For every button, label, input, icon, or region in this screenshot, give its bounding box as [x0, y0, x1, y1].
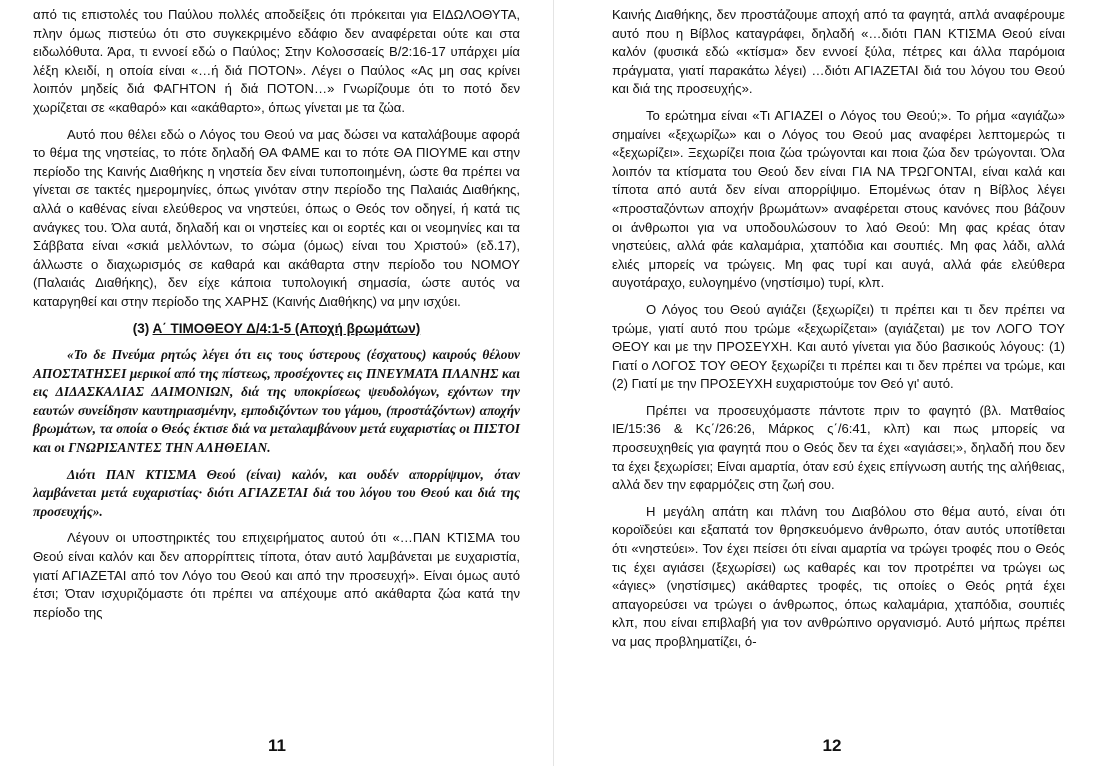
- left-paragraph-3: Λέγουν οι υποστηρικτές του επιχειρήματος αυτού ότι «…ΠΑΝ ΚΤΙΣΜΑ του Θεού είναι καλόν και δεν απορρίπτεις τίποτα, όταν αυτό λαμβάνεται με ευχαριστία, γιατί ΑΓΙΑΖΕΤΑΙ από τον Λόγο του Θεού και από την προσευχή». Είναι όμως αυτό έτσι; Όταν ισχυριζόμαστε ότι πρέπει να απέχουμε από ακάθαρτα ζώα κατά την περίοδο της: [33, 530, 520, 620]
- section-heading: [33, 320, 520, 339]
- section-number: (3): [132, 320, 150, 336]
- page-number-left: 11: [268, 736, 286, 756]
- right-page: [555, 0, 1109, 766]
- right-paragraph-2: Το ερώτημα είναι «Τι ΑΓΙΑΖΕΙ ο Λόγος του Θεού;». Το ρήμα «αγιάζω» σημαίνει «ξεχωρίζω» και ο Λόγος του Θεού μας αναφέρει λεπτομερώς τι «ξεχωρίζει». Ξεχωρίζει ποια ζώα τρώγονται και ποια ζώα δεν τρώγονται. Όλα λοιπόν τα κτίσματα του Θεού δεν είναι ΓΙΑ ΝΑ ΤΡΩΓΟΝΤΑΙ, είναι καλά και τίποτα από αυτά δεν είναι απορρίψιμο. Επομένως όταν η Βίβλος λέγει «προσταζόντων αποχήν βρωμάτων» αναφέρεται στους κανόνες που βάζουν οι άνθρωποι για να υποδουλώσουν το λαό Θεού: Μη φας κρέας όταν νηστεύεις, αλλά φάε καλαμάρια, χταπόδια και σουπιές. Μη φας λάδι, αλλά ελιές μπορείς να τρώγεις. Μη φας τυρί και αυγά, αλλά φάε ελεύθερα αυγοτάραχο, ευλογημένο (νηστίσιμο) τυρί, κλπ.: [612, 107, 1065, 291]
- left-page: [0, 0, 554, 766]
- scripture-quote-1: «Το δε Πνεύμα ρητώς λέγει ότι εις τους ύστερους (έσχατους) καιρούς θέλουν ΑΠΟΣΤΑΤΗΣΕΙ μερικοί από της πίστεως, προσέχοντες εις ΠΝΕΥΜΑΤΑ ΠΛΑΝΗΣ και εις ΔΙΔΑΣΚΑΛΙΑΣ ΔΑΙΜΟΝΙΩΝ, διά της υποκρίσεως ψευδολόγων, εχόντων την εαυτών συνείδησιν καυτηριασμένην, εμποδιζόντων του γάμου, (προστάζόντων) αποχήν βρωμάτων, τα οποία ο Θεός έκτισε διά να μεταλαμβάνουν μετά ευχαριστίας οι ΠΙΣΤΟΙ και οι ΓΝΩΡΙΣΑΝΤΕΣ ΤΗΝ ΑΛΗΘΕΙΑΝ.: [33, 347, 520, 456]
- page-gutter: [553, 0, 554, 766]
- right-paragraph-3: Ο Λόγος του Θεού αγιάζει (ξεχωρίζει) τι πρέπει και τι δεν πρέπει να τρώμε, γιατί αυτό που τρώμε «ξεχωρίζεται» (αγιάζεται) με τον ΛΟΓΟ ΤΟΥ ΘΕΟΥ και με την ΠΡΟΣΕΥΧΗ. Και αυτό γίνεται για δύο βασικούς λόγους: (1) Γιατί ο ΛΟΓΟΣ ΤΟΥ ΘΕΟΥ ξεχωρίζει τι πρέπει και τι δεν πρέπει να τρώμε, και (2) Γιατί με την ΠΡΟΣΕΥΧΗ ευχαριστούμε τον Θεό γι' αυτό.: [612, 301, 1065, 392]
- right-paragraph-5: Η μεγάλη απάτη και πλάνη του Διαβόλου στο θέμα αυτό, είναι ότι κοροϊδεύει και εξαπατά τον θρησκευόμενο άνθρωπο, όταν αυτός υποτίθεται ότι «νηστεύει». Τον έχει πείσει ότι είναι αμαρτία να τρώγει τροφές που ο Θεός τις έχει αγιάσει (ξεχωρίσει) ως καθαρές και τον προτρέπει να τρώγει ως «άγιες» (νηστίσιμες) ακάθαρτες τροφές, τις οποίες ο Θεός ρητά έχει απαγορεύσει να τρώγει ο άνθρωπος, όπως καλαμάρια, χταπόδια, σουπιές κλπ, που είναι επιβλαβή για τον ανθρώπινο οργανισμό. Αυτό μήπως πρέπει να μας προβληματίζει, ό-: [612, 503, 1065, 649]
- right-paragraph-1: Καινής Διαθήκης, δεν προστάζουμε αποχή από τα φαγητά, απλά αναφέρουμε αυτό που η Βίβλος καταγράφει, δηλαδή «…διότι ΠΑΝ ΚΤΙΣΜΑ Θεού είναι καλόν (φυσικά εδώ «κτίσμα» δεν εννοεί ξύλα, πέτρες και άλλα παρόμοια πράγματα, γιατί παρακάτω λέγει) …διότι ΑΓΙΑΖΕΤΑΙ διά του λόγου του Θεού και διά της προσευχής».: [612, 7, 1065, 97]
- page-number-right: 12: [822, 736, 842, 756]
- left-paragraph-2: Αυτό που θέλει εδώ ο Λόγος του Θεού να μας δώσει να καταλάβουμε αφορά το θέμα της νηστείας, το πότε δηλαδή ΘΑ ΦΑΜΕ και το πότε ΘΑ ΠΙΟΥΜΕ και στην περίοδο της Καινής Διαθήκης η νηστεία δεν είναι τυποποιημένη, ώστε θα πρέπει να γίνεται σε τακτές ημερομηνίες, όπως γινόταν στην περίοδο της Παλαιάς Διαθήκης, αλλά ο καθένας είναι ελεύθερος να νηστεύει, όπως ο Θεός τον οδηγεί, ή κατά τις ανάγκες του. Όλα αυτά, δηλαδή και οι νηστείες και οι εορτές και οι νεομηνίες και τα Σάββατα είναι «σκιά μελλόντων, το σώμα (όμως) είναι του Χριστού» (εδ.17), άλλωστε ο διαχωρισμός σε καθαρά και ακάθαρτα στην περίοδο του ΝΟΜΟΥ (Παλαιάς Διαθήκης), δεν είχε κάποια τυπολογική σημασία, ώστε αυτός να καταργηθεί και στην περίοδο της ΧΑΡΗΣ (Καινής Διαθήκης) να μην ισχύει.: [33, 126, 520, 309]
- left-paragraph-1: από τις επιστολές του Παύλου πολλές αποδείξεις ότι πρόκειται για ΕΙΔΩΛΟΘΥΤΑ, πλην όμως πιστεύω ότι στο συγκεκριμένο εδάφιο δεν αναφέρεται ούτε και στα ειδωλόθυτα. Άρα, τι εννοεί εδώ ο Παύλος; Στην Κολοσσαείς Β/2:16-17 υπάρχει μία λέξη κλειδί, η οποία είναι «…ή διά ΠΟΤΟΝ». Λέγει ο Παύλος «Ας μη σας κρίνει λοιπόν μηδείς διά ΦΑΓΗΤΟΝ ή διά ΠΟΤΟΝ…» Γνωρίζουμε ότι το ποτό δεν χωρίζεται σε «καθαρό» και «ακάθαρτο», όπως γίνεται με τα ζώα.: [33, 7, 520, 115]
- right-paragraph-4: Πρέπει να προσευχόμαστε πάντοτε πριν το φαγητό (βλ. Ματθαίος ΙΕ/15:36 & Κς΄/26:26, Μάρκος ς΄/6:41, κλπ) και πως μπορείς να προσευχηθείς για φαγητά που ο Θεός δεν τα έχει «αγιάσει;», δηλαδή που δεν τα έχει ξεχωρίσει; Είναι αμαρτία, όταν εσύ έχεις επίγνωση αυτής της αλήθειας, αλλά δεν την εφαρμόζεις στη ζωή σου.: [612, 402, 1065, 493]
- scripture-quote-2: Διότι ΠΑΝ ΚΤΙΣΜΑ Θεού (είναι) καλόν, και ουδέν απορρίψιμον, όταν λαμβάνεται μετά ευχαριστίας· διότι ΑΓΙΑΖΕΤΑΙ διά του λόγου του Θεού και διά της προσευχής».: [33, 466, 520, 519]
- section-title: Α΄ ΤΙΜΟΘΕΟΥ Δ/4:1-5 (Αποχή βρωμάτων): [152, 320, 421, 336]
